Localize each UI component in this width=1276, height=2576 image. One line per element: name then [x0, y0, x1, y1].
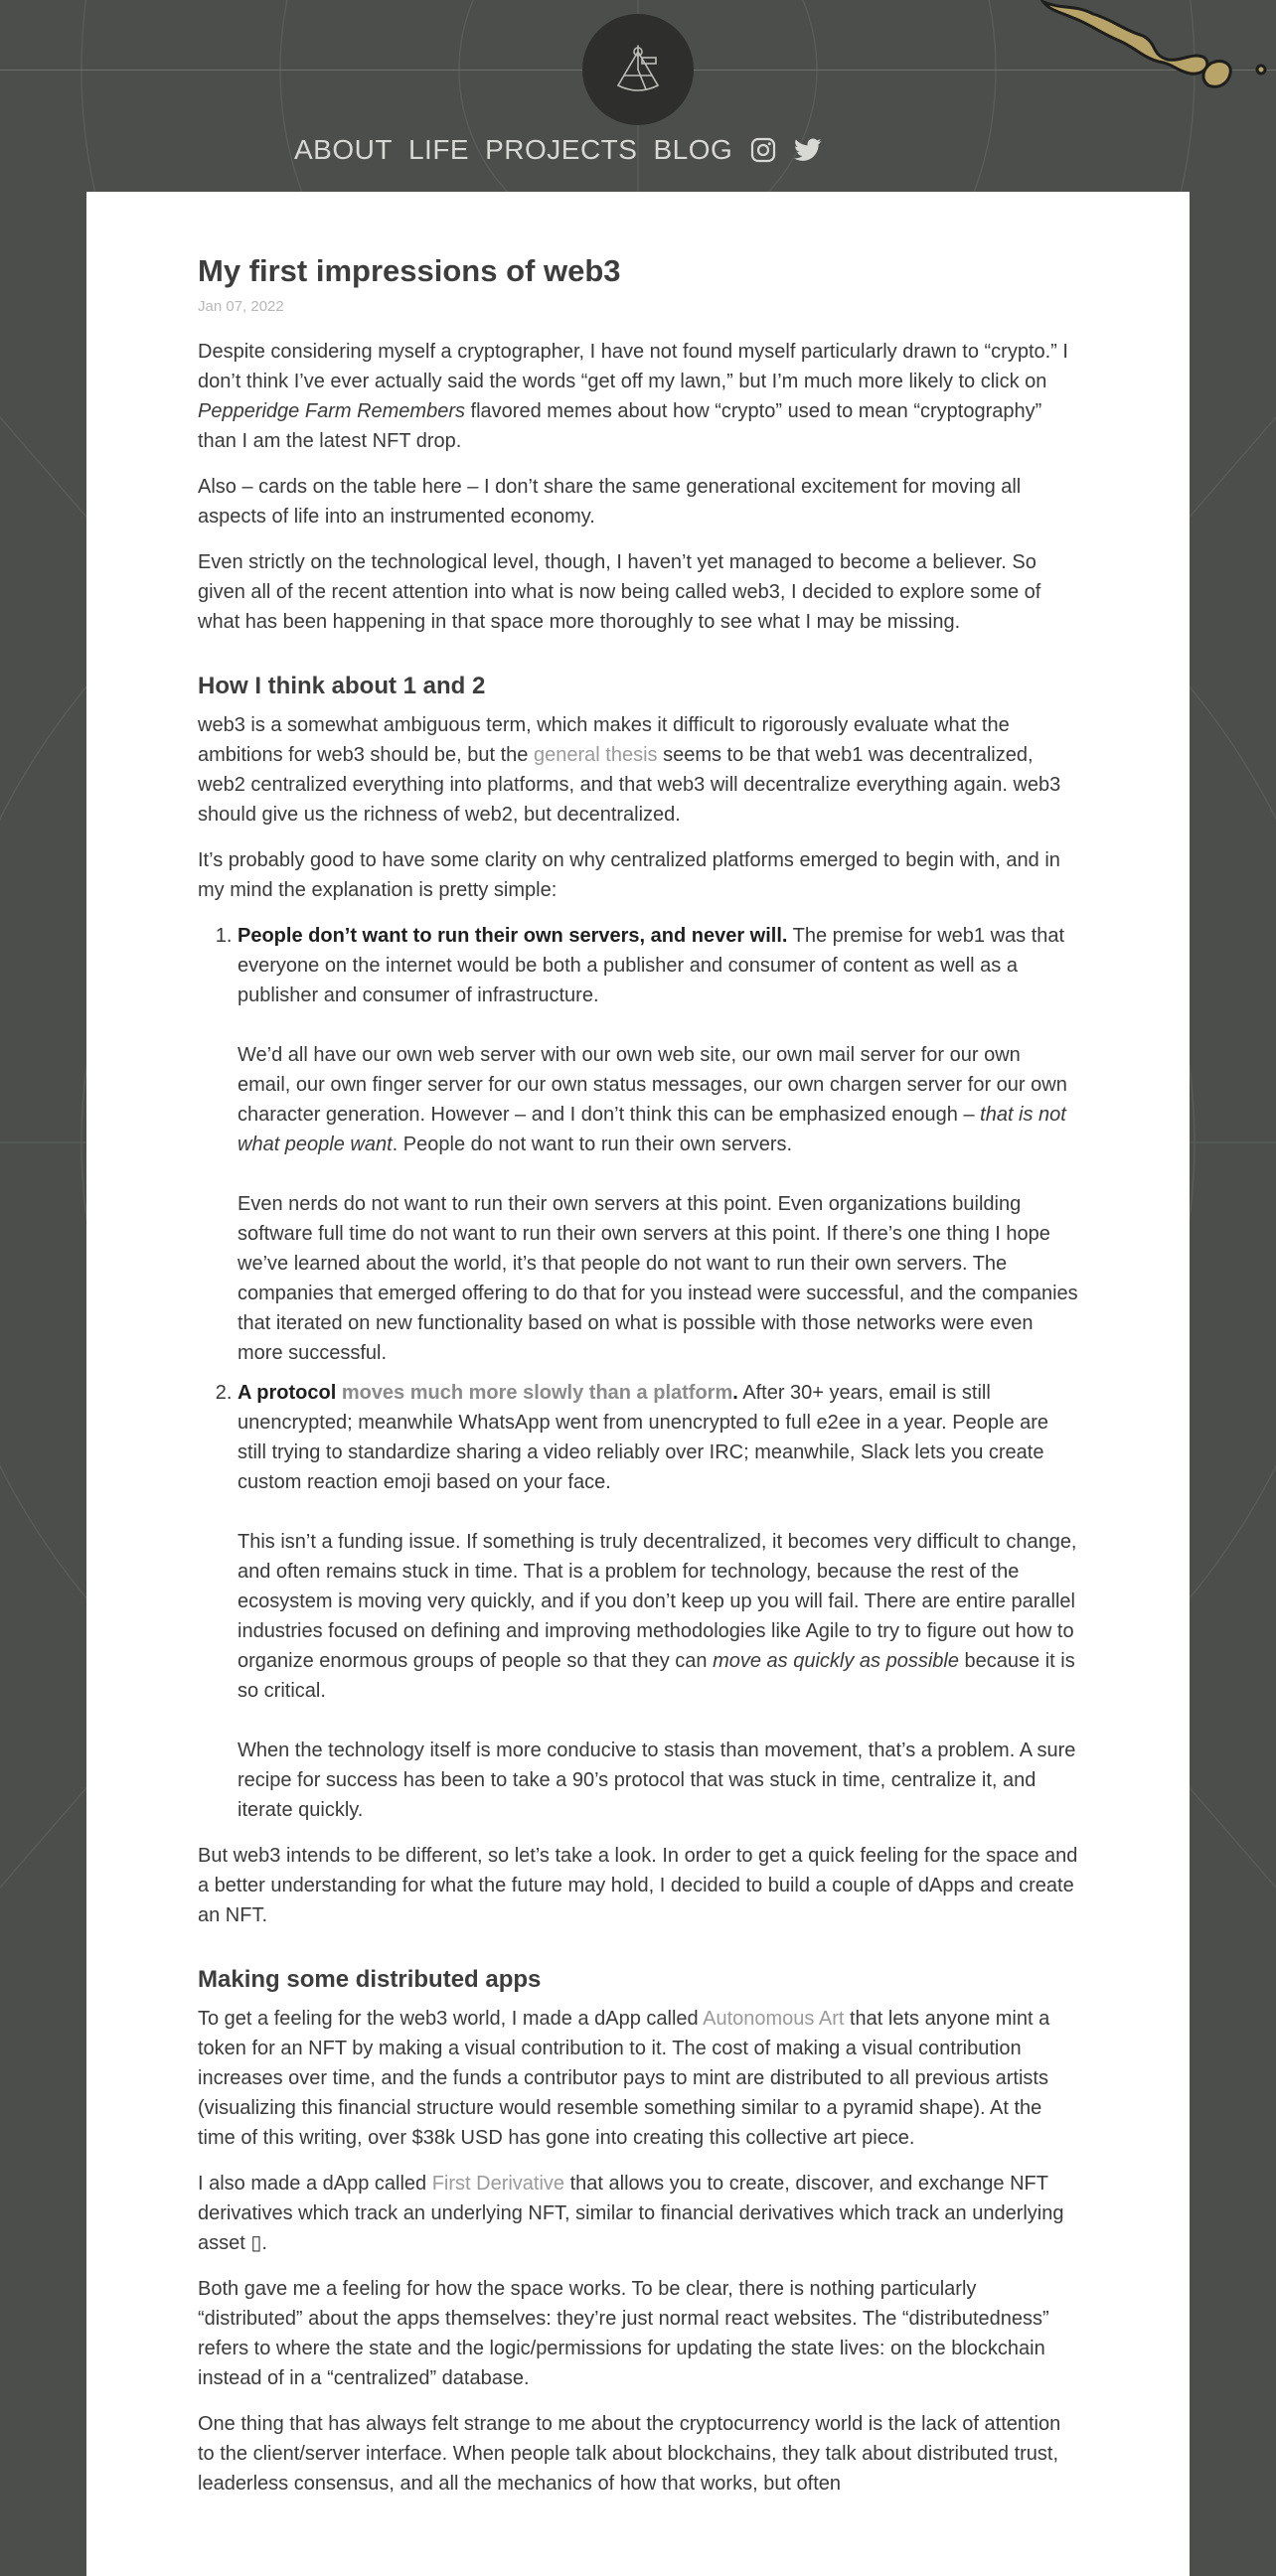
site-logo[interactable]	[582, 14, 694, 125]
twitter-icon	[794, 138, 822, 162]
section2-paragraph-2: I also made a dApp called First Derivative that allows you to create, discover, and exchange NFT derivatives which track an underlying NFT, similar to financial derivatives which track an underlying asset ▯.	[198, 2173, 1064, 2254]
intro-paragraph-2: Also – cards on the table here – I don’t share the same generational excitement for moving all aspects of life into an instrumented economy.	[198, 476, 1022, 528]
section-heading-1: How I think about 1 and 2	[198, 673, 486, 699]
intro-paragraph-1: Despite considering myself a cryptographer, I have not found myself particularly drawn to “crypto.” I don’t think I’ve ever actually said the words “get off my lawn,” but I’m much more likely to click on Pepperidge Farm Remembers flavored memes about how “crypto” used to mean “cryptography” than I am the latest NFT drop.	[198, 341, 1068, 452]
nav-projects[interactable]: PROJECTS	[485, 134, 638, 165]
numbered-list	[198, 921, 1078, 1825]
nav-about[interactable]: ABOUT	[294, 134, 393, 165]
twitter-link[interactable]	[794, 138, 822, 162]
intro-paragraph-3: Even strictly on the technological level, though, I haven’t yet managed to become a believer. So given all of the recent attention into what is now being called web3, I decided to explore some of what has been happening in that space more thoroughly to see what I may be missing.	[198, 551, 1041, 633]
autonomous-art-link[interactable]: Autonomous Art	[703, 2008, 845, 2030]
section1-paragraph-3: But web3 intends to be different, so let’s take a look. In order to get a quick feeling for the space and a better understanding for what the future may hold, I decided to build a couple of dApps and create an NFT.	[198, 1845, 1078, 1926]
instagram-icon	[750, 137, 776, 163]
protocol-platform-link[interactable]: moves much more slowly than a platform	[341, 1382, 733, 1404]
section2-paragraph-1: To get a feeling for the web3 world, I made a dApp called Autonomous Art that lets anyone mint a token for an NFT by making a visual contribution to it. The cost of making a visual contribution increases over time, and the funds a contributor pays to mint are distributed to all previous artists (visualizing this financial structure would resemble something similar to a pyramid shape). At the time of this writing, over $38k USD has gone into creating this collective art piece.	[198, 2008, 1050, 2149]
article-card	[86, 192, 1190, 2576]
section1-paragraph-2: It’s probably good to have some clarity on why centralized platforms emerged to begin with, and in my mind the explanation is pretty simple:	[198, 849, 1060, 901]
main-navigation	[294, 130, 822, 170]
section-heading-2: Making some distributed apps	[198, 1966, 542, 1993]
article-date: Jan 07, 2022	[198, 298, 284, 315]
article-title: My first impressions of web3	[198, 253, 621, 288]
instagram-link[interactable]	[750, 137, 776, 163]
general-thesis-link[interactable]: general thesis	[534, 744, 658, 766]
map-island-decoration	[1034, 0, 1276, 109]
sextant-icon	[608, 40, 668, 99]
nav-blog[interactable]: BLOG	[653, 134, 733, 165]
first-derivative-link[interactable]: First Derivative	[431, 2173, 565, 2195]
list-item: 1. People don’t want to run their own servers, and never will. The premise for web1 was that everyone on the internet would be both a publisher and consumer of content as well as a publisher and consumer of infrastructure. We’d all have our own web server with our own web site, our own mail server for our own email, our own finger server for our own status messages, our own chargen server for our own character generation. However – and I don’t think this can be emphasized enough – that is not what people want. People do not want to run their own servers. Even nerds do not want to run their own servers at this point. Even organizations building software full time do not want to run their own servers at this point. If there’s one thing I hope we’ve learned about the world, it’s that people do not want to run their own servers. The companies that emerged offering to do that for you instead were successful, and the companies that iterated on new functionality based on what is possible with those networks were even more successful.	[238, 921, 1078, 1368]
list-item: 2. A protocol moves much more slowly than a platform. After 30+ years, email is still unencrypted; meanwhile WhatsApp went from unencrypted to full e2ee in a year. People are still trying to standardize sharing a video reliably over IRC; meanwhile, Slack lets you create custom reaction emoji based on your face. This isn’t a funding issue. If something is truly decentralized, it becomes very difficult to change, and often remains stuck in time. That is a problem for technology, because the rest of the ecosystem is moving very quickly, and if you don’t keep up you will fail. There are entire parallel industries focused on defining and improving methodologies like Agile to try to figure out how to organize enormous groups of people so that they can move as quickly as possible because it is so critical. When the technology itself is more conducive to stasis than movement, that’s a problem. A sure recipe for success has been to take a 90’s protocol that was stuck in time, centralize it, and iterate quickly.	[238, 1378, 1078, 1825]
section2-paragraph-4: One thing that has always felt strange to me about the cryptocurrency world is the lack of attention to the client/server interface. When people talk about blockchains, they talk about distributed trust, leaderless consensus, and all the mechanics of how that works, but often	[198, 2413, 1061, 2495]
nav-life[interactable]: LIFE	[407, 134, 470, 165]
section1-paragraph-1: web3 is a somewhat ambiguous term, which makes it difficult to rigorously evaluate what the ambitions for web3 should be, but the general thesis seems to be that web1 was decentralized, web2 centralized everything into platforms, and that web3 will decentralize everything again. web3 should give us the richness of web2, but decentralized.	[198, 714, 1061, 826]
article-content	[198, 251, 1078, 2514]
section2-paragraph-3: Both gave me a feeling for how the space works. To be clear, there is nothing particularly “distributed” about the apps themselves: they’re just normal react websites. The “distributedness” refers to where the state and the logic/permissions for updating the state lives: on the blockchain instead of in a “centralized” database.	[198, 2278, 1049, 2389]
